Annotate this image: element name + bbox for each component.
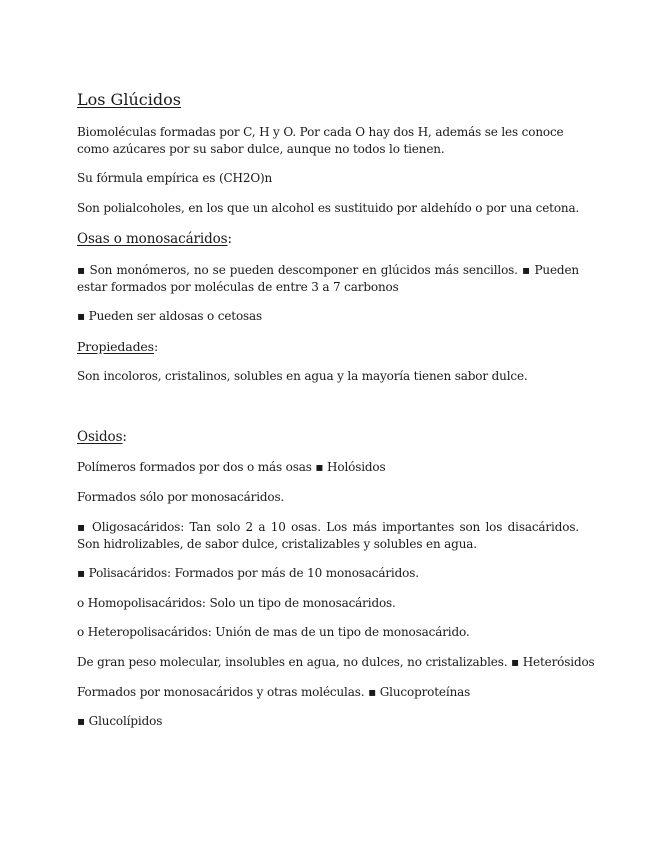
paragraph-otras-moleculas: Formados por monosacáridos y otras moléculas. ▪ Glucoproteínas [77, 685, 471, 699]
paragraph-propiedades: Son incoloros, cristalinos, solubles en agua y la mayoría tienen sabor dulce. [77, 369, 528, 383]
paragraph-aldosas: ▪ Pueden ser aldosas o cetosas [77, 309, 263, 323]
section-heading-osidos-colon: : [122, 429, 127, 445]
paragraph-polialcoholes: Son polialcoholes, en los que un alcohol es sustituido por aldehído o por una cetona. [77, 201, 580, 215]
section-heading-osidos [77, 428, 579, 446]
paragraph-peso-molecular: De gran peso molecular, insolubles en agua, no dulces, no cristalizables. ▪ Heterósidos [77, 655, 595, 669]
paragraph-homopolisacaridos: o Homopolisacáridos: Solo un tipo de monosacáridos. [77, 596, 396, 610]
paragraph-heteropolisacaridos: o Heteropolisacáridos: Unión de mas de un tipo de monosacárido. [77, 625, 470, 639]
section-heading-propiedades-colon: : [153, 339, 158, 354]
section-heading-osas-text: Osas o monosacáridos [77, 231, 228, 247]
paragraph-formula: Su fórmula empírica es (CH2O)n [77, 171, 273, 185]
section-heading-osas [77, 230, 579, 248]
paragraph-glucolipidos: ▪ Glucolípidos [77, 714, 163, 728]
paragraph-definition: Biomoléculas formadas por C, H y O. Por cada O hay dos H, además se les conoce como azúcares por su sabor dulce, aunque no todos lo tienen. [77, 125, 564, 156]
paragraph-oligosacaridos: ▪ Oligosacáridos: Tan solo 2 a 10 osas. Los más importantes son los disacáridos. Son hidrolizables, de sabor dulce, cristalizables y solubles en agua. [77, 520, 579, 551]
document-title: Los Glúcidos [77, 90, 181, 109]
section-heading-osidos-text: Osidos [77, 429, 123, 445]
section-heading-propiedades-text: Propiedades [77, 339, 154, 354]
section-heading-propiedades [77, 338, 579, 355]
paragraph-monomeros: ▪ Son monómeros, no se pueden descomponer en glúcidos más sencillos. ▪ Pueden estar formados por moléculas de entre 3 a 7 carbonos [77, 263, 579, 294]
section-heading-osas-colon: : [227, 231, 232, 247]
paragraph-formados-monosacaridos: Formados sólo por monosacáridos. [77, 490, 285, 504]
paragraph-polimeros: Polímeros formados por dos o más osas ▪ Holósidos [77, 460, 386, 474]
paragraph-polisacaridos: ▪ Polisacáridos: Formados por más de 10 monosacáridos. [77, 566, 419, 580]
